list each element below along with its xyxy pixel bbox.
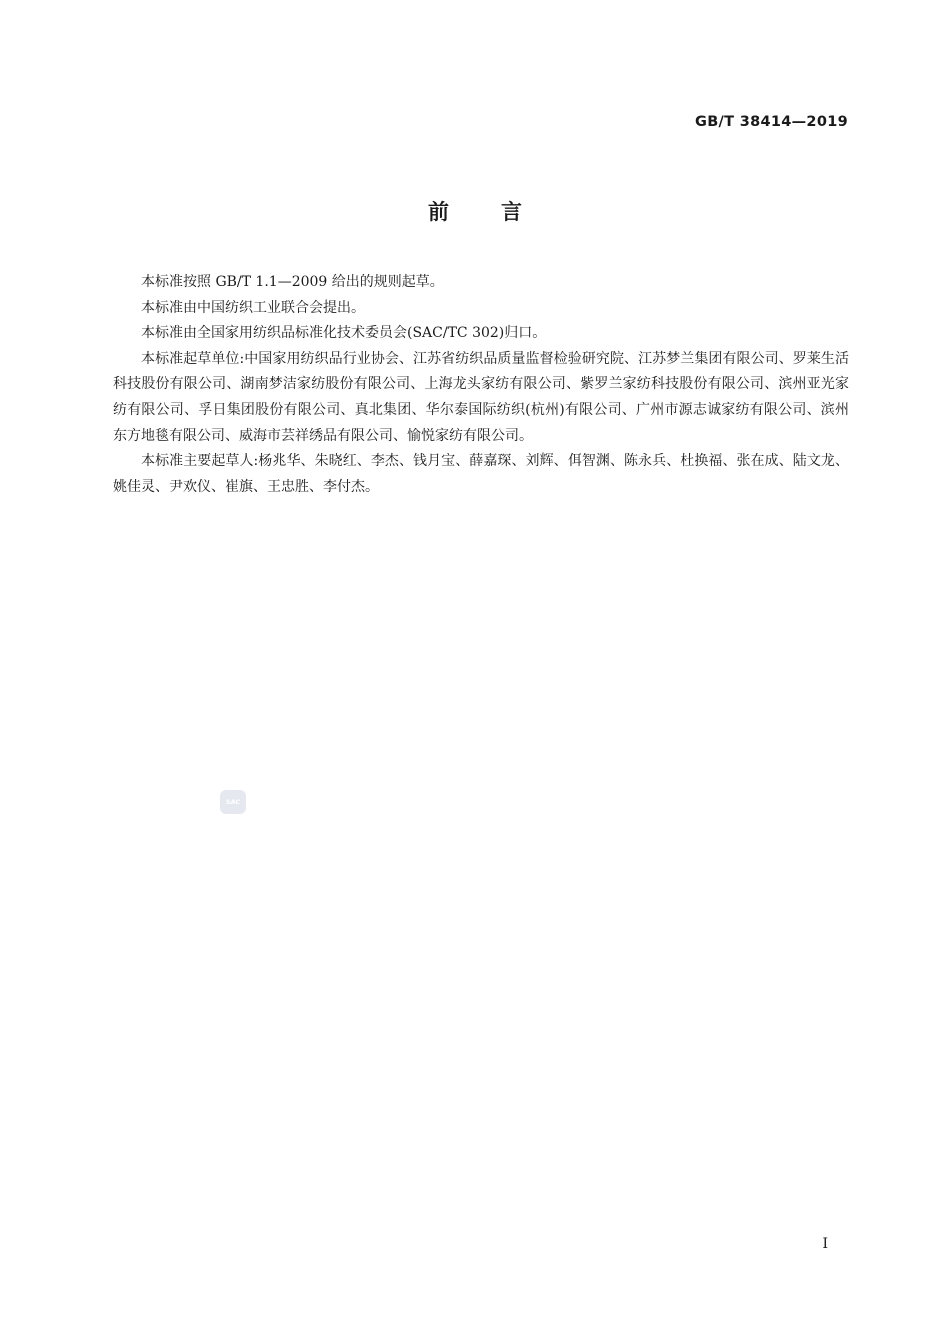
foreword-body — [113, 270, 849, 500]
page-title: 前言 — [428, 200, 574, 224]
paragraph-drafting-units: 本标准起草单位:中国家用纺织品行业协会、江苏省纺织品质量监督检验研究院、江苏梦兰集团有限公司、罗莱生活科技股份有限公司、湖南梦洁家纺股份有限公司、上海龙头家纺有限公司、紫罗兰家纺科技股份有限公司、滨州亚光家纺有限公司、孚日集团股份有限公司、真北集团、华尔泰国际纺织(杭州)有限公司、广州市源志诚家纺有限公司、滨州东方地毯有限公司、威海市芸祥绣品有限公司、愉悦家纺有限公司。 — [113, 350, 849, 444]
paragraph-drafting-rules: 本标准按照 GB/T 1.1—2009 给出的规则起草。 — [141, 274, 444, 290]
standard-code: GB/T 38414—2019 — [695, 114, 848, 130]
paragraph-technical-committee: 本标准由全国家用纺织品标准化技术委员会(SAC/TC 302)归口。 — [141, 325, 547, 342]
watermark-text: SAC — [225, 798, 241, 806]
sac-watermark-logo — [220, 790, 246, 814]
paragraph-proposer: 本标准由中国纺织工业联合会提出。 — [141, 299, 365, 316]
paragraph-drafters: 本标准主要起草人:杨兆华、朱晓红、李杰、钱月宝、薛嘉琛、刘辉、佴智渊、陈永兵、杜换福、张在成、陆文龙、姚佳灵、尹欢仪、崔旗、王忠胜、李付杰。 — [113, 453, 849, 495]
page-number: I — [822, 1236, 828, 1252]
